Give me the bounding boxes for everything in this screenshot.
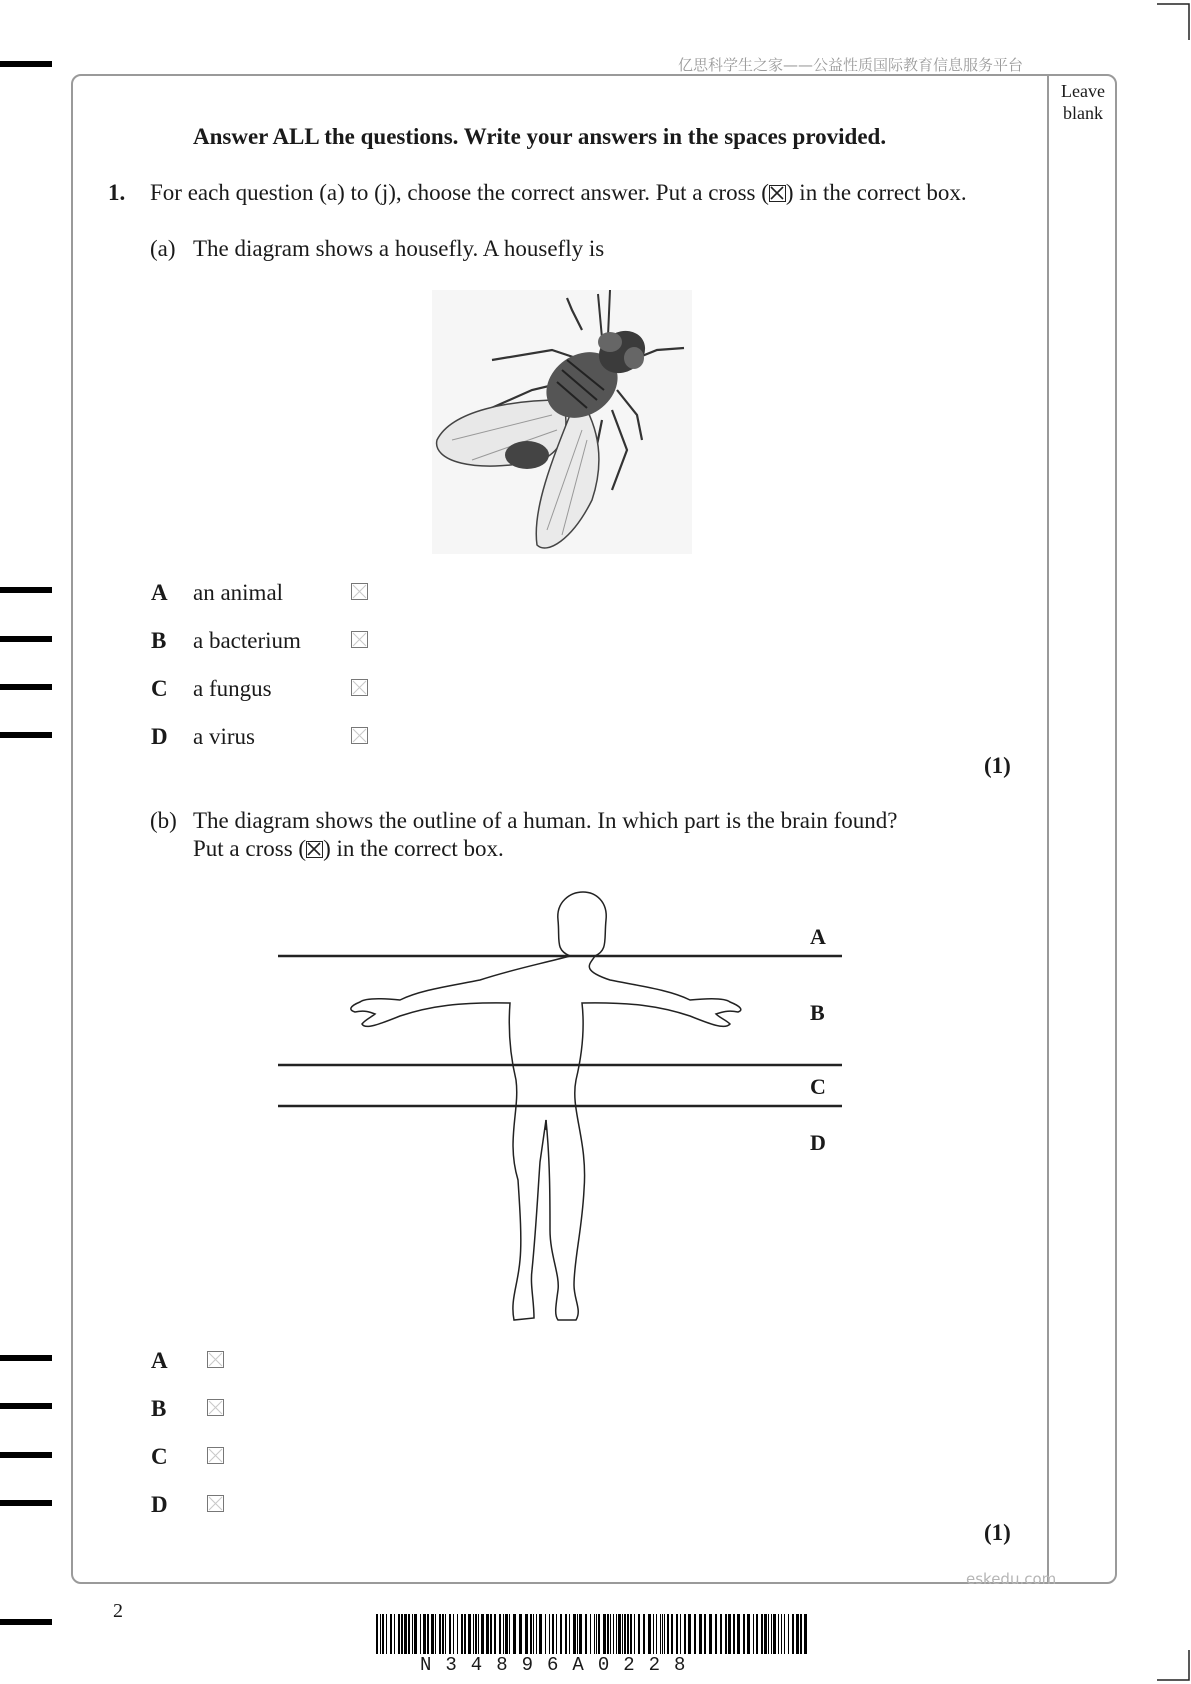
barcode-bar [461, 1614, 463, 1654]
barcode-bar [401, 1614, 403, 1654]
barcode-bar [442, 1614, 444, 1654]
barcode-bar [747, 1614, 750, 1654]
answer-checkbox-d[interactable] [351, 727, 368, 744]
barcode-bar [667, 1614, 669, 1654]
human-outline-diagram [270, 890, 850, 1330]
question-prompt-start: For each question (a) to (j), choose the correct answer. Put a cross ( [150, 180, 769, 205]
barcode-bar [530, 1614, 532, 1654]
margin-mark [0, 636, 52, 642]
part-a-label: (a) [150, 236, 176, 261]
option-d-text: a virus [193, 724, 255, 749]
barcode-bar [788, 1614, 789, 1654]
barcode-bar [594, 1614, 595, 1654]
question-number: 1. [108, 180, 126, 205]
part-b-line2-start: Put a cross ( [193, 836, 307, 861]
margin-mark [0, 1452, 52, 1458]
barcode-bar [533, 1614, 534, 1654]
barcode-bar [671, 1614, 673, 1654]
answer-checkbox-b[interactable] [207, 1399, 224, 1416]
answer-checkbox-a[interactable] [351, 583, 368, 600]
barcode-bar [509, 1614, 510, 1654]
barcode-bar [653, 1614, 654, 1654]
question-prompt [150, 180, 967, 206]
barcode-bar [660, 1614, 661, 1654]
barcode-bar [590, 1614, 591, 1654]
barcode-bar [792, 1614, 794, 1654]
barcode-bar [737, 1614, 740, 1654]
barcode-bar [539, 1614, 542, 1654]
barcode-bar [577, 1614, 578, 1654]
margin-mark [0, 732, 52, 738]
barcode-bar [598, 1614, 600, 1654]
barcode-bar [800, 1614, 802, 1654]
option-a-letter: A [151, 580, 168, 605]
barcode-bar [473, 1614, 474, 1654]
margin-mark [0, 1355, 52, 1361]
crop-mark-top-right [1155, 0, 1191, 40]
barcode-bar [728, 1614, 731, 1654]
watermark: eskedu.com [966, 1570, 1057, 1588]
answer-checkbox-d[interactable] [207, 1495, 224, 1512]
barcode-bar [505, 1614, 508, 1654]
barcode-bar [431, 1614, 434, 1654]
barcode-bar [784, 1614, 785, 1654]
barcode-bar [656, 1614, 657, 1654]
barcode-bar [386, 1614, 387, 1654]
barcode-bar [634, 1614, 635, 1654]
barcode-bar [773, 1614, 776, 1654]
option-b-letter: B [151, 628, 167, 653]
margin-mark [0, 684, 52, 690]
option-c-letter: C [151, 1444, 168, 1469]
barcode-bar [525, 1614, 528, 1654]
barcode-bar [616, 1614, 617, 1654]
barcode-bar [552, 1614, 554, 1654]
barcode-bar [638, 1614, 640, 1654]
barcode-bar [676, 1614, 678, 1654]
leave-blank-label: Leave blank [1061, 81, 1105, 123]
barcode-bar [486, 1614, 489, 1654]
margin-mark [0, 1619, 52, 1625]
barcode-bar [382, 1614, 384, 1654]
barcode-bar [445, 1614, 446, 1654]
barcode-bar [380, 1614, 381, 1654]
option-a-letter: A [151, 1348, 168, 1373]
option-b-letter: B [151, 1396, 167, 1421]
barcode-bar [694, 1614, 696, 1654]
barcode-bar [720, 1614, 722, 1654]
barcode-bar [768, 1614, 769, 1654]
barcode-bar [761, 1614, 763, 1654]
barcode-bar [627, 1614, 629, 1654]
barcode-bar [519, 1614, 522, 1654]
barcode-bar [699, 1614, 702, 1654]
human-head [558, 892, 606, 956]
human-body [351, 956, 741, 1320]
barcode-bar [743, 1614, 745, 1654]
barcode-bar [569, 1614, 570, 1654]
page-number: 2 [113, 1600, 123, 1622]
barcode-bar [764, 1614, 767, 1654]
barcode-bar [771, 1614, 772, 1654]
barcode-bar [499, 1614, 501, 1654]
barcode-bar [423, 1614, 426, 1654]
barcode-bar [464, 1614, 466, 1654]
barcode-bar [394, 1614, 395, 1654]
barcode-bar [684, 1614, 686, 1654]
cross-box-icon [306, 841, 323, 858]
barcode-bar [556, 1614, 557, 1654]
part-b-line2-end: ) in the correct box. [323, 836, 504, 861]
barcode-bar [688, 1614, 691, 1654]
barcode-bar [624, 1614, 626, 1654]
barcode-bar [536, 1614, 537, 1654]
barcode-bar [545, 1614, 546, 1654]
barcode-bar [603, 1614, 606, 1654]
barcode-bar [549, 1614, 550, 1654]
region-label-a: A [810, 924, 826, 949]
option-a-text: an animal [193, 580, 284, 605]
region-label-b: B [810, 1000, 825, 1025]
barcode-bar [573, 1614, 576, 1654]
barcode-bar [414, 1614, 417, 1654]
barcode-bar [494, 1614, 496, 1654]
barcode-bar [481, 1614, 484, 1654]
barcode-bar [490, 1614, 492, 1654]
barcode-bar [613, 1614, 614, 1654]
barcode-bar [680, 1614, 681, 1654]
barcode-bar [643, 1614, 645, 1654]
margin-mark [0, 1500, 52, 1506]
barcode-bar [725, 1614, 727, 1654]
answer-checkbox-a[interactable] [207, 1351, 224, 1368]
option-d-letter: D [151, 724, 168, 749]
barcode-bar [781, 1614, 782, 1654]
barcode-bar [449, 1614, 451, 1654]
barcode-bar [404, 1614, 407, 1654]
instructions: Answer ALL the questions. Write your answers in the spaces provided. [193, 124, 887, 149]
margin-mark [0, 1403, 52, 1409]
option-c-letter: C [151, 676, 168, 701]
barcode-bar [453, 1614, 454, 1654]
barcode-bar [630, 1614, 632, 1654]
barcode-bar [376, 1614, 378, 1654]
barcode-bar [753, 1614, 754, 1654]
cross-box-icon [769, 185, 786, 202]
barcode-bar [610, 1614, 611, 1654]
part-a-text: The diagram shows a housefly. A housefly is [193, 236, 605, 261]
answer-checkbox-c[interactable] [207, 1447, 224, 1464]
barcode-bar [468, 1614, 471, 1654]
barcode-bar [756, 1614, 758, 1654]
barcode-bar [804, 1614, 807, 1654]
barcode-bar [408, 1614, 410, 1654]
margin-mark [0, 61, 52, 67]
barcode-text: N34896A0228 [420, 1654, 700, 1676]
barcode-bar [457, 1614, 458, 1654]
barcode-bar [475, 1614, 477, 1654]
barcode-bar [390, 1614, 392, 1654]
part-a-marks: (1) [984, 753, 1011, 778]
barcode-bar [579, 1614, 582, 1654]
barcode-bar [585, 1614, 587, 1654]
barcode-bar [435, 1614, 436, 1654]
question-prompt-end: ) in the correct box. [785, 180, 967, 205]
barcode-bar [420, 1614, 421, 1654]
barcode-bar [513, 1614, 516, 1654]
barcode-bar [398, 1614, 400, 1654]
crop-mark-bottom-right [1155, 1650, 1191, 1684]
barcode-bar [733, 1614, 735, 1654]
barcode-bar [439, 1614, 441, 1654]
barcode-bar [709, 1614, 712, 1654]
barcode-bar [622, 1614, 623, 1654]
part-b-line1: The diagram shows the outline of a human. In which part is the brain found? [193, 808, 898, 833]
barcode-bar [607, 1614, 609, 1654]
barcode-bar [715, 1614, 717, 1654]
barcode-bar [503, 1614, 504, 1654]
barcode-bar [565, 1614, 567, 1654]
barcode-bar [662, 1614, 663, 1654]
barcode-bar [560, 1614, 562, 1654]
region-label-d: D [810, 1130, 826, 1155]
leave-blank-divider [1047, 74, 1049, 1584]
barcode-bar [618, 1614, 621, 1654]
part-b-label: (b) [150, 808, 177, 833]
barcode-bar [796, 1614, 799, 1654]
answer-checkbox-c[interactable] [351, 679, 368, 696]
barcode-bar [778, 1614, 779, 1654]
answer-checkbox-b[interactable] [351, 631, 368, 648]
part-b-line2 [193, 836, 504, 862]
margin-mark [0, 587, 52, 593]
barcode [376, 1614, 810, 1654]
option-c-text: a fungus [193, 676, 272, 701]
housefly-image [432, 290, 692, 554]
option-b-text: a bacterium [193, 628, 301, 653]
barcode-bar [596, 1614, 597, 1654]
site-header: 亿思科学生之家——公益性质国际教育信息服务平台 [678, 56, 1024, 74]
barcode-bar [664, 1614, 665, 1654]
option-d-letter: D [151, 1492, 168, 1517]
barcode-bar [704, 1614, 706, 1654]
barcode-bar [412, 1614, 413, 1654]
barcode-bar [648, 1614, 651, 1654]
barcode-bar [478, 1614, 479, 1654]
part-b-marks: (1) [984, 1520, 1011, 1545]
barcode-bar [427, 1614, 429, 1654]
region-label-c: C [810, 1074, 826, 1099]
